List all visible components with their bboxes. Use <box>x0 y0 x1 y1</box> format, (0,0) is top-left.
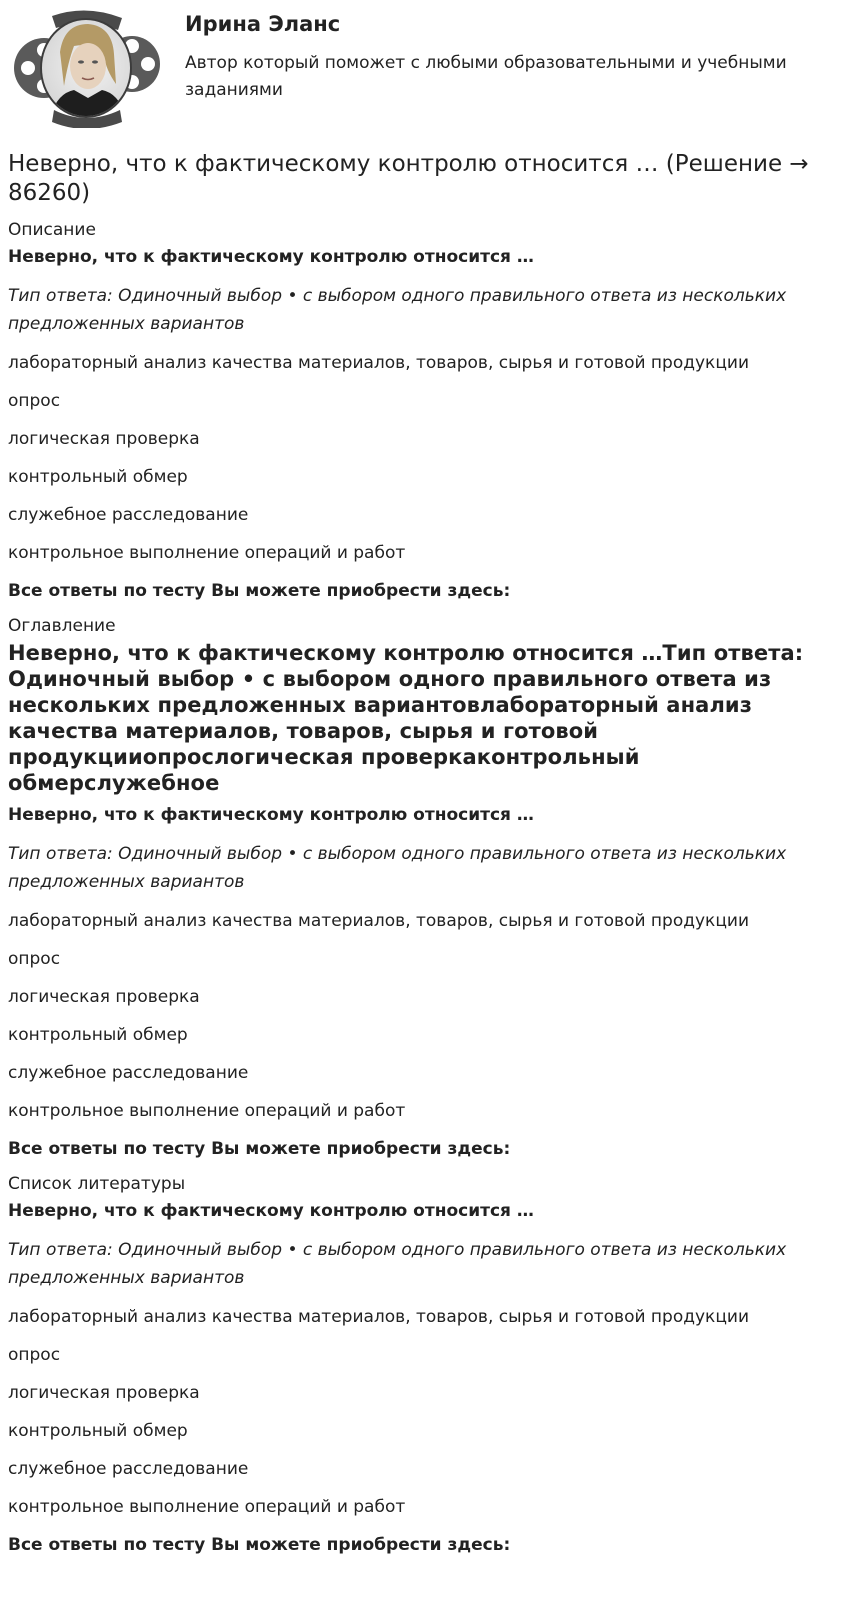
description-option-2: опрос <box>8 391 61 411</box>
contents-heading: Неверно, что к фактическому контролю относится …Тип ответа: Одиночный выбор • с выбором одного правильного ответа из нескольких предложенных вариантовлабораторный анализ качества материалов, товаров, сырья и готовой продукцииопрослогическая проверкаконтрольный обмерслужебное <box>8 641 804 795</box>
description-buy-text: Все ответы по тесту Вы можете приобрести здесь: <box>8 581 511 601</box>
literature-question: Неверно, что к фактическому контролю относится … <box>8 1201 534 1221</box>
literature-option-4: контрольный обмер <box>8 1421 188 1441</box>
contents-question: Неверно, что к фактическому контролю относится … <box>8 805 534 825</box>
author-card <box>8 0 839 138</box>
contents-label: Оглавление <box>8 616 116 636</box>
contents-section <box>8 614 839 1162</box>
description-option-1: лабораторный анализ качества материалов, товаров, сырья и готовой продукции <box>8 353 749 373</box>
literature-section <box>8 1172 839 1558</box>
description-label: Описание <box>8 220 96 240</box>
literature-label: Список литературы <box>8 1174 186 1194</box>
literature-option-1: лабораторный анализ качества материалов, товаров, сырья и готовой продукции <box>8 1307 749 1327</box>
author-name[interactable]: Ирина Эланс <box>185 12 341 36</box>
contents-option-6: контрольное выполнение операций и работ <box>8 1101 406 1121</box>
author-description: Автор который поможет с любыми образовательными и учебными заданиями <box>185 53 787 100</box>
description-option-6: контрольное выполнение операций и работ <box>8 543 406 563</box>
contents-option-5: служебное расследование <box>8 1063 249 1083</box>
film-reel-portrait-icon <box>14 6 160 128</box>
description-answer-type: Тип ответа: Одиночный выбор • с выбором одного правильного ответа из нескольких предложенных вариантов <box>8 286 787 334</box>
description-option-3: логическая проверка <box>8 429 200 449</box>
literature-option-6: контрольное выполнение операций и работ <box>8 1497 406 1517</box>
literature-option-2: опрос <box>8 1345 61 1365</box>
description-section <box>8 218 839 604</box>
page-title: Неверно, что к фактическому контролю относится … (Решение → 86260) <box>8 151 809 206</box>
literature-answer-type: Тип ответа: Одиночный выбор • с выбором одного правильного ответа из нескольких предложенных вариантов <box>8 1240 787 1288</box>
contents-option-1: лабораторный анализ качества материалов, товаров, сырья и готовой продукции <box>8 911 749 931</box>
description-option-4: контрольный обмер <box>8 467 188 487</box>
description-question: Неверно, что к фактическому контролю относится … <box>8 247 534 267</box>
contents-answer-type: Тип ответа: Одиночный выбор • с выбором одного правильного ответа из нескольких предложенных вариантов <box>8 844 787 892</box>
literature-buy-text: Все ответы по тесту Вы можете приобрести здесь: <box>8 1535 511 1555</box>
description-option-5: служебное расследование <box>8 505 249 525</box>
literature-option-3: логическая проверка <box>8 1383 200 1403</box>
literature-option-5: служебное расследование <box>8 1459 249 1479</box>
contents-buy-text: Все ответы по тесту Вы можете приобрести здесь: <box>8 1139 511 1159</box>
avatar[interactable] <box>14 6 160 128</box>
contents-option-2: опрос <box>8 949 61 969</box>
contents-option-4: контрольный обмер <box>8 1025 188 1045</box>
contents-option-3: логическая проверка <box>8 987 200 1007</box>
